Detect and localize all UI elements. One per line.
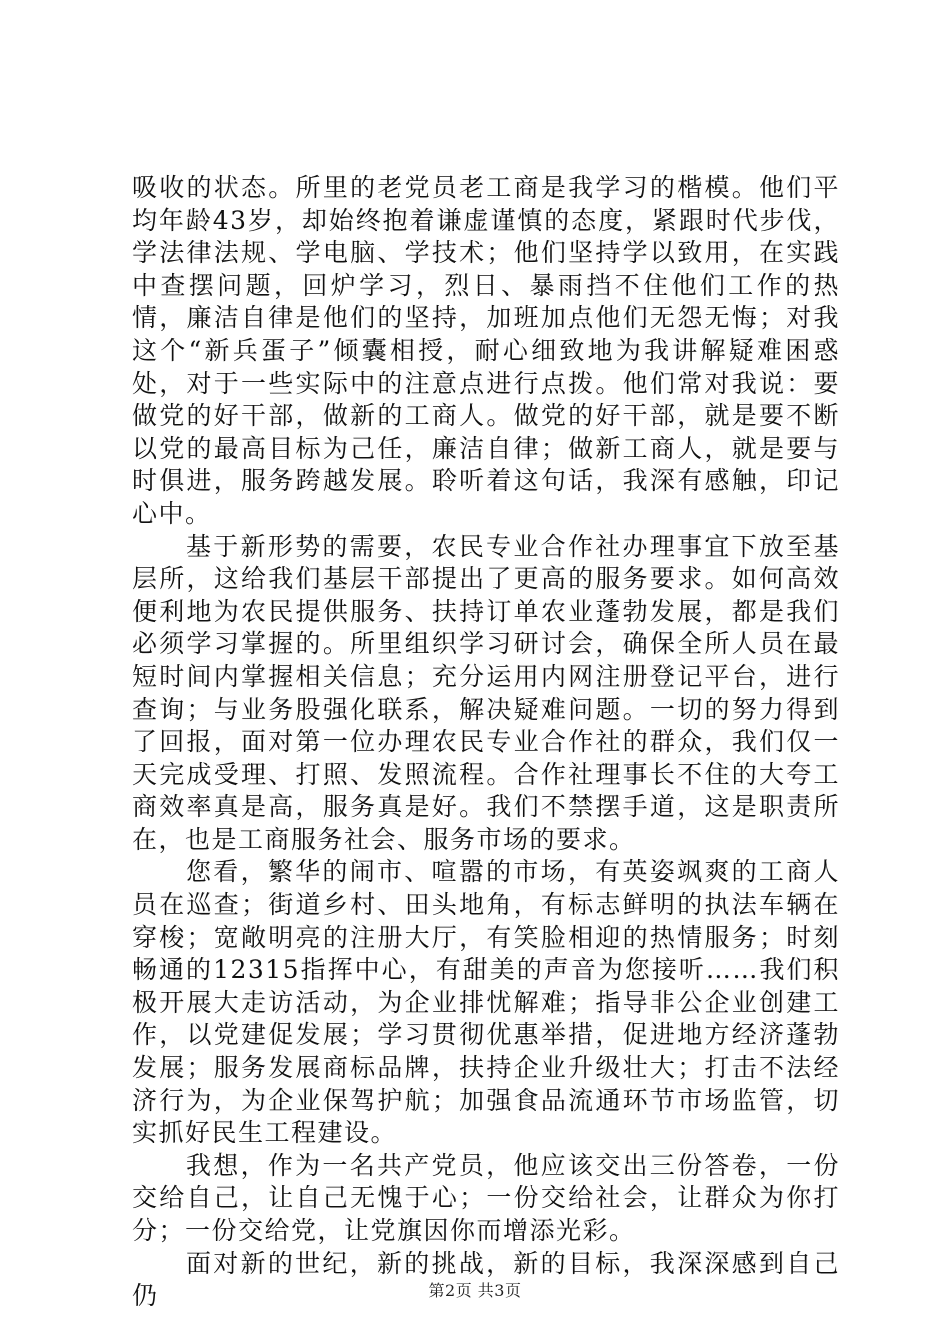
paragraph-2: 基于新形势的需要，农民专业合作社办理事宜下放至基层所，这给我们基层干部提出了更高的服务要求。如何高效便利地为农民提供服务、扶持订单农业蓬勃发展，都是我们必须学习掌握的。所里组织学习研讨会，确保全所人员在最短时间内掌握相关信息；充分运用内网注册登记平台，进行查询；与业务股强化联系，解决疑难问题。一切的努力得到了回报，面对第一位办理农民专业合作社的群众，我们仅一天完成受理、打照、发照流程。合作社理事长不住的大夸工商效率真是高，服务真是好。我们不禁摆手道，这是职责所在，也是工商服务社会、服务市场的要求。 [132,531,840,854]
paragraph-1: 吸收的状态。所里的老党员老工商是我学习的楷模。他们平均年龄43岁，却始终抱着谦虚谨慎的态度，紧跟时代步伐，学法律法规、学电脑、学技术；他们坚持学以致用，在实践中查摆问题，回炉学习，烈日、暴雨挡不住他们工作的热情，廉洁自律是他们的坚持，加班加点他们无怨无悔；对我这个“新兵蛋子”倾囊相授，耐心细致地为我讲解疑难困惑处，对于一些实际中的注意点进行点拨。他们常对我说：要做党的好干部，做新的工商人。做党的好干部，就是要不断以党的最高目标为己任，廉洁自律；做新工商人，就是要与时俱进，服务跨越发展。聆听着这句话，我深有感触，印记心中。 [132,173,840,528]
paragraph-3: 您看，繁华的闹市、喧嚣的市场，有英姿飒爽的工商人员在巡查；街道乡村、田头地角，有标志鲜明的执法车辆在穿梭；宽敞明亮的注册大厅，有笑脸相迎的热情服务；时刻畅通的12315指挥中心，有甜美的声音为您接听……我们积极开展大走访活动，为企业排忧解难；指导非公企业创建工作，以党建促发展；学习贯彻优惠举措，促进地方经济蓬勃发展；服务发展商标品牌，扶持企业升级壮大；打击不法经济行为，为企业保驾护航；加强食品流通环节市场监管，切实抓好民生工程建设。 [132,857,840,1148]
paragraph-4: 我想，作为一名共产党员，他应该交出三份答卷，一份交给自己，让自己无愧于心；一份交给社会，让群众为你打分；一份交给党，让党旗因你而增添光彩。 [132,1150,840,1245]
document-body [132,172,840,1313]
page-footer: 第2页 共3页 [428,1281,522,1300]
paragraph-5: 面对新的世纪，新的挑战，新的目标，我深深感到自己仍 [132,1248,840,1311]
